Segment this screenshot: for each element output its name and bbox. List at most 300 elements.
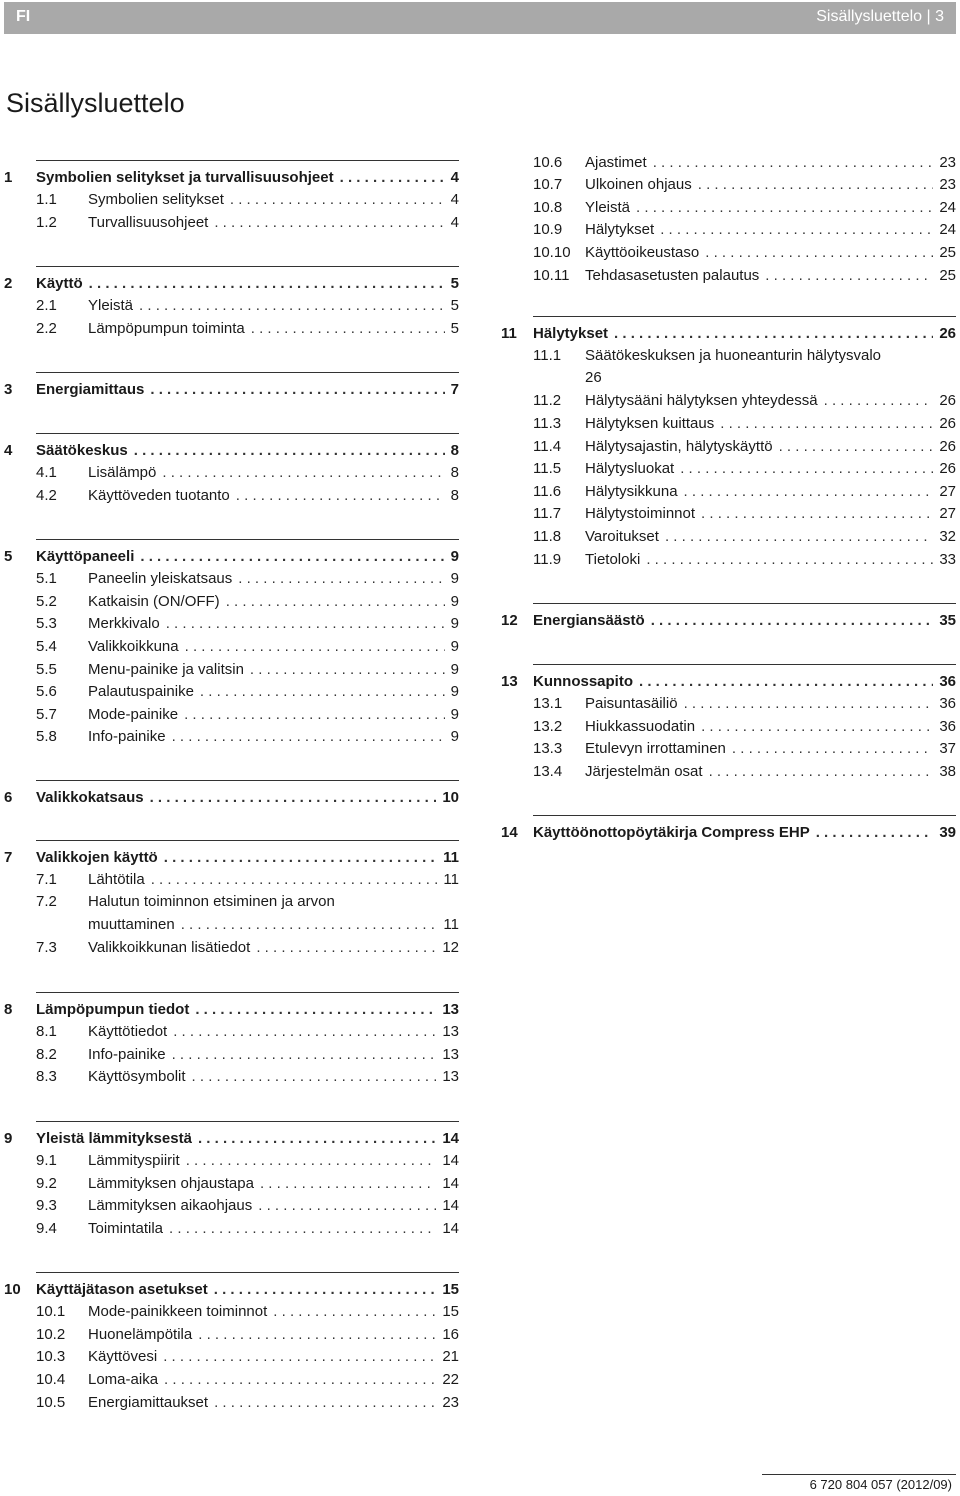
toc-page-number: 16 (442, 1325, 459, 1343)
toc-number: 13.2 (533, 717, 563, 735)
toc-number: 4 (4, 441, 13, 459)
dot-leader (228, 189, 445, 211)
toc-title: Turvallisuusohjeet (88, 213, 209, 231)
dot-leader (190, 1066, 437, 1088)
toc-title: Yleistä lämmityksestä (36, 1129, 192, 1147)
toc-page-number: 13 (442, 1000, 459, 1018)
toc-page-number: 15 (442, 1280, 459, 1298)
toc-title: Käyttö (36, 274, 83, 292)
toc-title: Energiamittaus (36, 380, 145, 398)
dot-leader (138, 546, 444, 568)
chapter-divider (36, 160, 459, 161)
toc-title: Paneelin yleiskatsaus (88, 570, 233, 588)
toc-number: 2.2 (36, 319, 57, 337)
toc-section-entry[interactable] (4, 484, 459, 507)
toc-page-number: 14 (442, 1174, 459, 1192)
toc-chapter-entry[interactable] (4, 378, 459, 401)
toc-section-entry[interactable] (4, 635, 459, 658)
toc-page-number: 9 (450, 660, 459, 678)
toc-title: Energiansäästö (533, 611, 645, 629)
toc-number: 11.2 (533, 392, 562, 410)
toc-section-entry[interactable] (501, 480, 956, 503)
toc-section-entry[interactable] (4, 658, 459, 681)
chapter-divider (36, 780, 459, 781)
dot-leader (148, 379, 444, 401)
toc-number: 11.5 (533, 460, 562, 478)
toc-page-number: 36 (939, 695, 956, 713)
footer-divider (762, 1474, 956, 1475)
toc-number: 2 (4, 274, 13, 292)
toc-page-number: 4 (450, 213, 459, 231)
toc-chapter-group (4, 1272, 459, 1414)
dot-leader (179, 914, 438, 937)
chapter-divider (36, 372, 459, 373)
toc-section-entry[interactable] (501, 715, 956, 738)
dot-leader (162, 847, 437, 869)
toc-chapter-entry[interactable] (501, 821, 956, 844)
toc-chapter-group (501, 664, 956, 783)
toc-number: 5 (4, 547, 13, 565)
toc-title: Valikkoikkuna (88, 637, 179, 655)
toc-page-number: 14 (442, 1152, 459, 1170)
dot-leader (170, 1044, 437, 1066)
toc-title: Halutun toiminnon etsiminen ja arvon (88, 893, 335, 911)
toc-section-entry[interactable] (4, 1391, 459, 1414)
toc-page-number: 24 (939, 221, 956, 239)
dot-leader (658, 219, 933, 241)
toc-title: Käyttötiedot (88, 1023, 168, 1041)
dot-leader (822, 390, 934, 412)
dot-leader (644, 549, 933, 571)
dot-leader (814, 822, 934, 844)
toc-title: Käyttöönottopöytäkirja Compress EHP (533, 823, 810, 841)
toc-chapter-group (501, 603, 956, 632)
toc-chapter-entry[interactable] (4, 272, 459, 295)
toc-page-number: 14 (442, 1219, 459, 1237)
toc-title: Menu-painike ja valitsin (88, 660, 244, 678)
dot-leader (248, 659, 445, 681)
page-title: Sisällysluettelo (6, 88, 185, 118)
toc-page-number: 9 (450, 705, 459, 723)
toc-section-entry[interactable] (4, 295, 459, 318)
dot-leader (637, 671, 933, 693)
toc-section-entry[interactable] (4, 681, 459, 704)
toc-section-entry[interactable] (4, 1346, 459, 1369)
dot-leader (184, 1150, 437, 1172)
toc-number: 10.5 (36, 1393, 66, 1411)
toc-number: 11.7 (533, 505, 562, 523)
toc-section-entry[interactable] (4, 869, 459, 892)
dot-leader (634, 197, 933, 219)
toc-section-entry[interactable] (4, 1195, 459, 1218)
dot-leader (703, 242, 933, 264)
dot-leader (87, 273, 445, 295)
running-header: Sisällysluettelo | 3 (816, 8, 944, 25)
dot-leader (338, 167, 445, 189)
toc-title: Lämmityspiirit (88, 1152, 180, 1170)
toc-title: Käyttöpaneeli (36, 547, 135, 565)
dot-leader (696, 174, 934, 196)
toc-number: 10.7 (533, 176, 563, 194)
toc-title: Käyttöoikeustaso (585, 243, 700, 261)
toc-number: 10.6 (533, 153, 563, 171)
toc-page-number: 37 (939, 740, 956, 758)
toc-chapter-entry[interactable] (4, 846, 459, 869)
toc-title: Käyttöveden tuotanto (88, 486, 230, 504)
toc-title: Info-painike (88, 1045, 166, 1063)
toc-page-number: 36 (939, 717, 956, 735)
toc-number: 1.1 (36, 191, 57, 209)
chapter-divider (36, 266, 459, 267)
dot-leader (763, 265, 933, 287)
toc-number: 11.1 (533, 346, 562, 364)
toc-page-number: 23 (442, 1393, 459, 1411)
toc-chapter-group (4, 992, 459, 1088)
dot-leader (254, 937, 436, 959)
language-code: FI (16, 8, 31, 25)
chapter-divider (533, 603, 956, 604)
toc-number: 7 (4, 848, 13, 866)
toc-title: Käyttövesi (88, 1348, 158, 1366)
toc-chapter-entry[interactable] (4, 1127, 459, 1150)
toc-page-number: 9 (450, 728, 459, 746)
toc-title: Paisuntasäiliö (585, 695, 678, 713)
toc-page-number: 5 (450, 274, 459, 292)
toc-section-entry[interactable] (4, 726, 459, 749)
toc-page-number: 5 (450, 319, 459, 337)
toc-page-number: 8 (450, 441, 459, 459)
toc-number: 8.2 (36, 1045, 57, 1063)
toc-number: 10.11 (533, 266, 570, 284)
toc-title: Toimintatila (88, 1219, 164, 1237)
dot-leader (777, 436, 934, 458)
toc-page-number: 27 (939, 505, 956, 523)
dot-leader (612, 323, 933, 345)
toc-number: 4.2 (36, 486, 57, 504)
toc-page-number: 35 (939, 611, 956, 629)
toc-chapter-group (4, 840, 459, 959)
dot-leader (212, 212, 444, 234)
dot-leader (164, 613, 445, 635)
dot-leader (224, 591, 445, 613)
toc-page-number: 8 (450, 486, 459, 504)
dot-leader (258, 1173, 436, 1195)
toc-chapter-entry[interactable] (4, 786, 459, 809)
toc-number: 5.1 (36, 570, 57, 588)
toc-number: 1 (4, 168, 13, 186)
toc-number: 3 (4, 380, 13, 398)
toc-chapter-group (501, 316, 956, 571)
dot-leader (678, 458, 933, 480)
chapter-divider (36, 433, 459, 434)
toc-number: 8.1 (36, 1023, 57, 1041)
toc-number: 9 (4, 1129, 13, 1147)
toc-title: Lämmityksen ohjaustapa (88, 1174, 254, 1192)
toc-page-number: 9 (450, 683, 459, 701)
toc-title: Käyttösymbolit (88, 1068, 186, 1086)
toc-section-entry[interactable] (501, 738, 956, 761)
toc-title: Etulevyn irrottaminen (585, 740, 726, 758)
dot-leader (649, 610, 934, 632)
chapter-divider (36, 1272, 459, 1273)
toc-page-number: 15 (442, 1303, 459, 1321)
dot-leader (271, 1301, 436, 1323)
toc-page-number: 23 (939, 153, 956, 171)
toc-section-entry[interactable] (501, 345, 956, 390)
toc-page-number: 9 (450, 637, 459, 655)
toc-number: 13.4 (533, 762, 563, 780)
toc-number: 10.4 (36, 1370, 66, 1388)
dot-leader (707, 761, 934, 783)
toc-chapter-group (4, 160, 459, 234)
toc-page-number: 13 (442, 1045, 459, 1063)
toc-number: 2.1 (36, 297, 57, 315)
toc-number: 11.9 (533, 550, 562, 568)
toc-title-continued: muuttaminen (88, 915, 175, 933)
toc-number: 5.7 (36, 705, 57, 723)
toc-page-number: 11 (443, 848, 459, 866)
toc-number: 10.1 (36, 1303, 66, 1321)
toc-chapter-entry[interactable] (501, 670, 956, 693)
toc-page-number: 14 (442, 1197, 459, 1215)
toc-title: Lisälämpö (88, 464, 157, 482)
toc-title: Mode-painike (88, 705, 179, 723)
chapter-divider (36, 840, 459, 841)
toc-section-entry[interactable] (501, 390, 956, 413)
toc-page-number: 9 (450, 615, 459, 633)
toc-title-continued: 26 (585, 369, 602, 387)
dot-leader (183, 636, 445, 658)
toc-page-number: 32 (939, 527, 956, 545)
toc-page-number: 39 (939, 823, 956, 841)
dot-leader (730, 738, 933, 760)
toc-title: Varoitukset (585, 527, 659, 545)
dot-leader (682, 481, 934, 503)
toc-number: 6 (4, 788, 13, 806)
toc-section-entry[interactable] (501, 760, 956, 783)
dot-leader (234, 485, 445, 507)
toc-chapter-entry[interactable] (4, 545, 459, 568)
dot-leader (212, 1392, 436, 1414)
toc-title: Palautuspainike (88, 683, 194, 701)
toc-section-entry[interactable] (501, 219, 956, 242)
toc-section-entry[interactable] (4, 891, 459, 936)
toc-title: Hälytysikkuna (585, 482, 678, 500)
toc-title: Symbolien selitykset ja turvallisuusohjeet (36, 168, 334, 186)
toc-title: Energiamittaukset (88, 1393, 209, 1411)
dot-leader (682, 693, 934, 715)
toc-title: Hälytystoiminnot (585, 505, 696, 523)
toc-number: 11 (501, 324, 517, 342)
toc-chapter-entry[interactable] (4, 166, 459, 189)
toc-page-number: 11 (443, 871, 459, 889)
toc-section-entry[interactable] (4, 1150, 459, 1173)
toc-title: Säätökeskuksen ja huoneanturin hälytysvalo (585, 346, 882, 364)
toc-page-number: 12 (442, 938, 459, 956)
toc-chapter-group (501, 815, 956, 844)
document-code: 6 720 804 057 (2012/09) (809, 1477, 952, 1492)
toc-section-entry[interactable] (501, 693, 956, 716)
toc-section-entry[interactable] (4, 703, 459, 726)
toc-number: 9.3 (36, 1197, 57, 1215)
toc-section-entry[interactable] (4, 1301, 459, 1324)
toc-title: Huonelämpötila (88, 1325, 193, 1343)
toc-section-entry[interactable] (501, 525, 956, 548)
toc-number: 5.4 (36, 637, 57, 655)
toc-section-entry[interactable] (4, 1323, 459, 1346)
toc-section-entry[interactable] (501, 412, 956, 435)
toc-chapter-entry[interactable] (4, 998, 459, 1021)
toc-chapter-entry[interactable] (4, 1278, 459, 1301)
toc-section-entry[interactable] (501, 196, 956, 219)
toc-title: Symbolien selitykset (88, 191, 224, 209)
toc-section-entry[interactable] (501, 241, 956, 264)
toc-title: Katkaisin (ON/OFF) (88, 592, 220, 610)
toc-number: 11.6 (533, 482, 562, 500)
toc-chapter-group (501, 151, 956, 287)
toc-number: 5.6 (36, 683, 57, 701)
toc-title: Valikkokatsaus (36, 788, 144, 806)
toc-section-entry[interactable] (4, 1217, 459, 1240)
toc-number: 7.1 (36, 871, 57, 889)
toc-section-entry[interactable] (4, 189, 459, 212)
toc-chapter-group (4, 372, 459, 401)
toc-number: 5.5 (36, 660, 57, 678)
toc-title: Ajastimet (585, 153, 647, 171)
toc-title: Käyttäjätason asetukset (36, 1280, 208, 1298)
toc-page-number: 23 (939, 176, 956, 194)
toc-section-entry[interactable] (4, 1368, 459, 1391)
toc-section-entry[interactable] (4, 568, 459, 591)
dot-leader (651, 152, 934, 174)
dot-leader (718, 413, 933, 435)
toc-section-entry[interactable] (4, 590, 459, 613)
toc-title: Tietoloki (585, 550, 641, 568)
toc-number: 13.3 (533, 740, 563, 758)
toc-title: Hiukkassuodatin (585, 717, 696, 735)
toc-chapter-group (4, 433, 459, 507)
toc-title: Järjestelmän osat (585, 762, 703, 780)
toc-number: 9.1 (36, 1152, 57, 1170)
toc-page-number: 9 (450, 570, 459, 588)
toc-page-number: 8 (450, 464, 459, 482)
dot-leader (160, 462, 444, 484)
toc-page-number: 26 (939, 460, 956, 478)
chapter-divider (533, 815, 956, 816)
dot-leader (162, 1369, 436, 1391)
toc-page-number: 14 (442, 1129, 459, 1147)
toc-page-number: 27 (939, 482, 956, 500)
toc-page-number: 9 (450, 547, 459, 565)
toc-number: 9.4 (36, 1219, 57, 1237)
toc-chapter-entry[interactable] (501, 322, 956, 345)
dot-leader (137, 295, 445, 317)
toc-section-entry[interactable] (4, 211, 459, 234)
toc-number: 10.9 (533, 221, 563, 239)
toc-title: Valikkojen käyttö (36, 848, 158, 866)
toc-title: Hälytysääni hälytyksen yhteydessä (585, 392, 818, 410)
toc-section-entry[interactable] (501, 174, 956, 197)
toc-title: Lämmityksen aikaohjaus (88, 1197, 253, 1215)
toc-section-entry[interactable] (4, 1066, 459, 1089)
chapter-divider (533, 316, 956, 317)
toc-section-entry[interactable] (4, 1172, 459, 1195)
toc-number: 5.8 (36, 728, 57, 746)
toc-number: 8 (4, 1000, 13, 1018)
toc-number: 7.3 (36, 938, 57, 956)
toc-title: Merkkivalo (88, 615, 160, 633)
dot-leader (161, 1346, 436, 1368)
toc-number: 10.3 (36, 1348, 66, 1366)
toc-section-entry[interactable] (4, 1043, 459, 1066)
toc-title: Mode-painikkeen toiminnot (88, 1303, 268, 1321)
toc-section-entry[interactable] (4, 613, 459, 636)
toc-title: Hälytysluokat (585, 460, 675, 478)
toc-chapter-group (4, 780, 459, 809)
toc-title: Lähtötila (88, 871, 145, 889)
toc-chapter-entry[interactable] (501, 609, 956, 632)
toc-number: 1.2 (36, 213, 57, 231)
chapter-divider (36, 539, 459, 540)
dot-leader (132, 440, 445, 462)
toc-page-number: 25 (939, 266, 956, 284)
toc-number: 12 (501, 611, 518, 629)
dot-leader (193, 999, 436, 1021)
toc-title: Hälytysajastin, hälytyskäyttö (585, 437, 773, 455)
toc-title: Hälytyksen kuittaus (585, 414, 715, 432)
toc-section-entry[interactable] (4, 462, 459, 485)
toc-section-entry[interactable] (4, 317, 459, 340)
toc-number: 13.1 (533, 695, 563, 713)
toc-section-entry[interactable] (501, 503, 956, 526)
toc-page-number: 24 (939, 198, 956, 216)
toc-section-entry[interactable] (501, 548, 956, 571)
toc-section-entry[interactable] (501, 435, 956, 458)
toc-chapter-entry[interactable] (4, 439, 459, 462)
dot-leader (212, 1279, 437, 1301)
toc-number: 5.3 (36, 615, 57, 633)
toc-section-entry[interactable] (4, 936, 459, 959)
dot-leader (182, 704, 445, 726)
toc-number: 10.10 (533, 243, 571, 261)
toc-title: Lämpöpumpun toiminta (88, 319, 245, 337)
toc-section-entry[interactable] (501, 151, 956, 174)
chapter-divider (36, 992, 459, 993)
toc-section-entry[interactable] (501, 458, 956, 481)
toc-page-number: 9 (450, 592, 459, 610)
toc-page-number: 26 (939, 437, 956, 455)
chapter-divider (533, 664, 956, 665)
dot-leader (148, 787, 437, 809)
toc-number: 10 (4, 1280, 21, 1298)
toc-title: Lämpöpumpun tiedot (36, 1000, 190, 1018)
toc-section-entry[interactable] (501, 264, 956, 287)
toc-number: 8.3 (36, 1068, 57, 1086)
toc-title: Ulkoinen ohjaus (585, 176, 692, 194)
dot-leader (170, 726, 445, 748)
toc-page-number: 13 (442, 1068, 459, 1086)
toc-title: Yleistä (88, 297, 134, 315)
dot-leader (663, 526, 933, 548)
toc-chapter-group (4, 266, 459, 340)
toc-page-number: 11 (443, 915, 459, 933)
dot-leader (699, 503, 933, 525)
toc-chapter-group (4, 539, 459, 748)
dot-leader (167, 1218, 436, 1240)
toc-section-entry[interactable] (4, 1021, 459, 1044)
toc-title: Hälytykset (533, 324, 609, 342)
toc-page-number: 5 (450, 297, 459, 315)
